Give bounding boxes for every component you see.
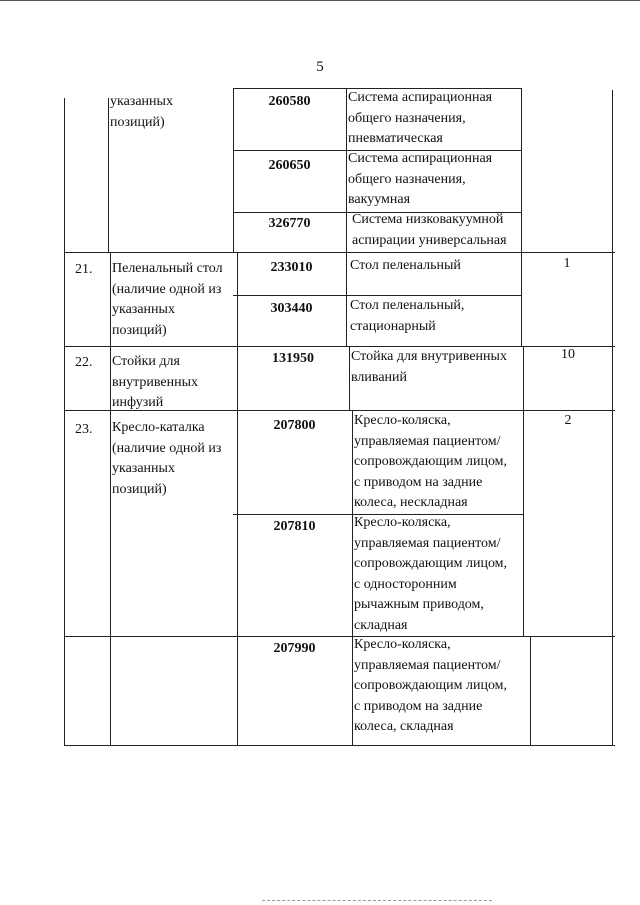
table-rule [521, 88, 522, 346]
row-name: Кресло-каталка (наличие одной из указанных позиций) [112, 420, 222, 497]
item-description: Кресло-коляска, управляемая пациентом/ сопровождающим лицом, с приводом на задние колеса, складная [354, 637, 508, 734]
row-name: Пеленальный стол (наличие одной из указанных позиций) [112, 261, 223, 338]
item-code: 207810 [273, 519, 316, 534]
row-quantity: 10 [561, 347, 575, 362]
table-rule [530, 636, 531, 745]
item-description: Кресло-коляска, управляемая пациентом/ сопровождающим лицом, с односторонним рычажным приводом, складная [354, 515, 508, 633]
table-rule [352, 410, 353, 745]
item-description: Стойка для внутривенных вливаний [351, 349, 507, 385]
table-rule [64, 98, 65, 746]
table-rule [237, 252, 238, 745]
page-number: 5 [316, 59, 324, 75]
item-code: 260650 [268, 158, 311, 173]
item-code: 207990 [273, 641, 316, 656]
table-rule [346, 88, 347, 346]
table-rule [64, 252, 615, 253]
row-quantity: 1 [563, 256, 571, 271]
item-code: 131950 [272, 351, 314, 366]
row-quantity: 2 [564, 413, 572, 428]
scan-edge [262, 900, 492, 902]
item-description: Система аспирационная общего назначения, вакуумная [348, 151, 493, 207]
item-code: 326770 [268, 216, 311, 231]
row-name: Стойки для внутривенных инфузий [112, 354, 199, 410]
table-rule [612, 90, 613, 745]
table-rule [64, 636, 615, 637]
table-rule [64, 745, 615, 746]
row-number: 23. [75, 422, 93, 437]
item-code: 260580 [268, 94, 311, 109]
item-description: Система аспирационная общего назначения, пневматическая [348, 90, 493, 146]
row-number: 22. [75, 355, 93, 370]
item-code: 303440 [270, 301, 313, 316]
table-rule [523, 346, 524, 636]
item-description: Система низковакуумной аспирации универсальная [352, 212, 507, 248]
row-number: 21. [75, 262, 93, 277]
scan-edge [0, 0, 640, 1]
table-rule [108, 98, 109, 252]
item-code: 207800 [273, 418, 316, 433]
item-description: Кресло-коляска, управляемая пациентом/ сопровождающим лицом, с приводом на задние колеса, нескладная [354, 413, 508, 510]
table-rule [110, 252, 111, 745]
row-name: указанных позиций) [110, 94, 173, 130]
item-description: Стол пеленальный [350, 258, 461, 273]
item-description: Стол пеленальный, стационарный [350, 298, 465, 334]
item-code: 233010 [270, 260, 313, 275]
table-rule [349, 346, 350, 410]
